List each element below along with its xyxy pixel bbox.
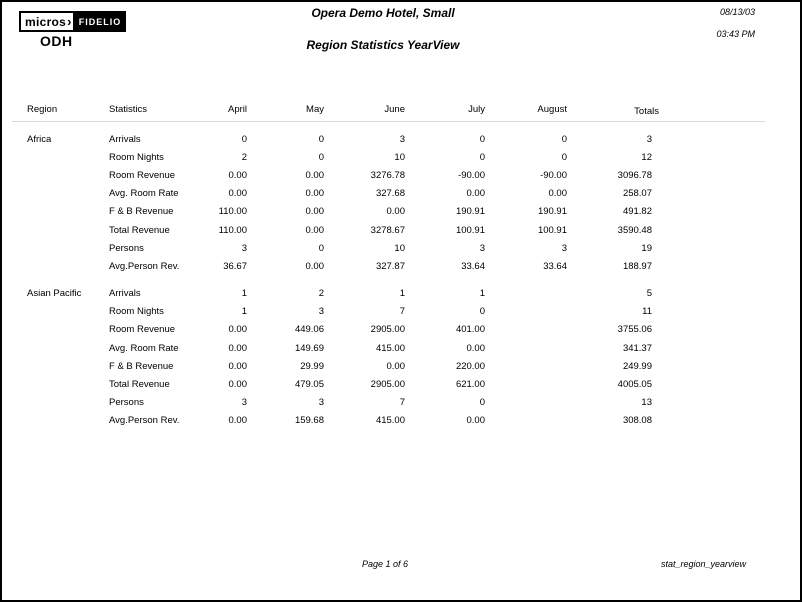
value-cell: 3096.78: [617, 169, 652, 181]
column-header-august: August: [537, 104, 567, 115]
value-cell: 0.00: [305, 206, 324, 218]
value-cell: 0: [479, 306, 485, 318]
logo-arrow-icon: ›: [67, 14, 72, 29]
statistic-label: Room Nights: [109, 151, 164, 163]
value-cell: 4005.05: [617, 379, 652, 391]
value-cell: 3: [399, 133, 405, 145]
value-cell: 1: [479, 288, 485, 300]
value-cell: 3: [318, 397, 324, 409]
table-row: [27, 185, 652, 203]
table-row: [27, 412, 652, 430]
value-cell: 0.00: [305, 224, 324, 236]
value-cell: 2905.00: [370, 324, 405, 336]
value-cell: 0.00: [305, 169, 324, 181]
statistic-label: F & B Revenue: [109, 206, 174, 218]
value-cell: 0.00: [386, 206, 405, 218]
value-cell: 7: [399, 397, 405, 409]
value-cell: 0: [241, 133, 247, 145]
value-cell: 0.00: [228, 415, 247, 427]
statistic-label: F & B Revenue: [109, 360, 174, 372]
column-header-april: April: [227, 104, 247, 115]
column-header-region: Region: [27, 104, 58, 115]
logo-fidelio-text: FIDELIO: [75, 11, 127, 32]
value-cell: 190.91: [537, 206, 567, 218]
statistic-label: Avg.Person Rev.: [109, 260, 180, 272]
value-cell: 0.00: [228, 324, 247, 336]
value-cell: 3276.78: [370, 169, 405, 181]
statistic-label: Room Revenue: [109, 169, 176, 181]
table-row: [27, 321, 652, 339]
page-number: Page 1 of 6: [361, 559, 409, 569]
value-cell: 0: [561, 133, 567, 145]
report-filename: stat_region_yearview: [660, 559, 746, 569]
value-cell: 479.05: [294, 379, 324, 391]
value-cell: 10: [394, 151, 405, 163]
value-cell: 3: [479, 242, 485, 254]
value-cell: 401.00: [455, 324, 485, 336]
table-header-row: [27, 104, 659, 117]
value-cell: 249.99: [622, 360, 652, 372]
value-cell: 0.00: [228, 169, 247, 181]
statistic-label: Total Revenue: [109, 224, 170, 236]
value-cell: 0.00: [548, 188, 567, 200]
value-cell: 0.00: [466, 188, 485, 200]
statistic-label: Avg. Room Rate: [109, 188, 179, 200]
value-cell: 0.00: [466, 415, 485, 427]
table-header-rule: [12, 121, 765, 122]
value-cell: 0: [318, 133, 324, 145]
value-cell: 415.00: [375, 415, 405, 427]
table-row: [27, 239, 652, 257]
value-cell: 327.87: [375, 260, 405, 272]
value-cell: 341.37: [622, 342, 652, 354]
value-cell: 188.97: [622, 260, 652, 272]
value-cell: 100.91: [455, 224, 485, 236]
value-cell: 36.67: [223, 260, 247, 272]
region-name: Asian Pacific: [27, 288, 82, 300]
table-row: [27, 130, 652, 148]
table-row: [27, 148, 652, 166]
value-cell: 0: [479, 133, 485, 145]
column-header-july: July: [468, 104, 485, 115]
value-cell: 621.00: [455, 379, 485, 391]
value-cell: 110.00: [218, 206, 247, 218]
value-cell: 3: [241, 242, 247, 254]
table-row: [27, 203, 652, 221]
value-cell: 149.69: [294, 342, 324, 354]
column-header-statistics: Statistics: [109, 104, 148, 115]
value-cell: 415.00: [375, 342, 405, 354]
table-row: [27, 375, 652, 393]
value-cell: 0.00: [305, 188, 324, 200]
column-header-june: June: [384, 104, 405, 115]
statistic-label: Avg. Room Rate: [109, 342, 179, 354]
statistic-label: Persons: [109, 397, 144, 409]
table-body: [27, 130, 652, 430]
region-name: Africa: [27, 133, 52, 145]
value-cell: 0.00: [386, 360, 405, 372]
value-cell: -90.00: [458, 169, 485, 181]
table-row: [27, 166, 652, 184]
value-cell: 0.00: [228, 342, 247, 354]
value-cell: 491.82: [622, 206, 652, 218]
table-row: [27, 394, 652, 412]
value-cell: 0: [479, 397, 485, 409]
statistic-label: Room Revenue: [109, 324, 176, 336]
value-cell: 2: [241, 151, 247, 163]
value-cell: -90.00: [540, 169, 567, 181]
column-header-totals: Totals: [634, 106, 659, 117]
value-cell: 0.00: [228, 379, 247, 391]
value-cell: 7: [399, 306, 405, 318]
value-cell: 110.00: [218, 224, 247, 236]
table-row: [27, 303, 652, 321]
value-cell: 12: [641, 151, 652, 163]
value-cell: 0: [318, 151, 324, 163]
value-cell: 3: [241, 397, 247, 409]
value-cell: 3278.67: [370, 224, 405, 236]
statistic-label: Persons: [109, 242, 144, 254]
statistic-label: Total Revenue: [109, 379, 170, 391]
value-cell: 0.00: [305, 260, 324, 272]
value-cell: 0.00: [466, 342, 485, 354]
statistic-label: Room Nights: [109, 306, 164, 318]
value-cell: 0.00: [228, 188, 247, 200]
hotel-name: Opera Demo Hotel, Small: [311, 6, 455, 20]
value-cell: 2905.00: [370, 379, 405, 391]
value-cell: 308.08: [622, 415, 652, 427]
table-row: [27, 357, 652, 375]
value-cell: 3755.06: [617, 324, 652, 336]
logo-micros-text: micros: [25, 14, 67, 29]
value-cell: 13: [641, 397, 652, 409]
table-row: [27, 285, 652, 303]
value-cell: 3: [646, 133, 652, 145]
value-cell: 220.00: [455, 360, 485, 372]
value-cell: 19: [641, 242, 652, 254]
statistic-label: Arrivals: [109, 288, 141, 300]
column-header-may: May: [306, 104, 324, 115]
value-cell: 11: [642, 306, 652, 318]
value-cell: 1: [241, 306, 247, 318]
value-cell: 0: [561, 151, 567, 163]
statistic-label: Arrivals: [109, 133, 141, 145]
value-cell: 3: [318, 306, 324, 318]
value-cell: 10: [394, 242, 405, 254]
value-cell: 33.64: [461, 260, 485, 272]
value-cell: 33.64: [543, 260, 567, 272]
table-row: [27, 257, 652, 275]
value-cell: 0: [479, 151, 485, 163]
value-cell: 2: [318, 288, 324, 300]
value-cell: 190.91: [455, 206, 485, 218]
report-date: 08/13/03: [719, 7, 755, 17]
statistic-label: Avg.Person Rev.: [109, 415, 180, 427]
value-cell: 1: [241, 288, 247, 300]
value-cell: 0.00: [228, 360, 247, 372]
value-cell: 0: [318, 242, 324, 254]
value-cell: 258.07: [622, 188, 652, 200]
value-cell: 3590.48: [617, 224, 652, 236]
value-cell: 327.68: [375, 188, 405, 200]
value-cell: 449.06: [294, 324, 324, 336]
value-cell: 159.68: [294, 415, 324, 427]
value-cell: 1: [399, 288, 405, 300]
table-row: [27, 221, 652, 239]
report-time: 03:43 PM: [716, 29, 755, 39]
property-code: ODH: [40, 33, 73, 49]
value-cell: 100.91: [537, 224, 567, 236]
value-cell: 3: [561, 242, 567, 254]
report-title: Region Statistics YearView: [306, 38, 460, 52]
value-cell: 29.99: [300, 360, 324, 372]
value-cell: 5: [646, 288, 652, 300]
table-row: [27, 339, 652, 357]
